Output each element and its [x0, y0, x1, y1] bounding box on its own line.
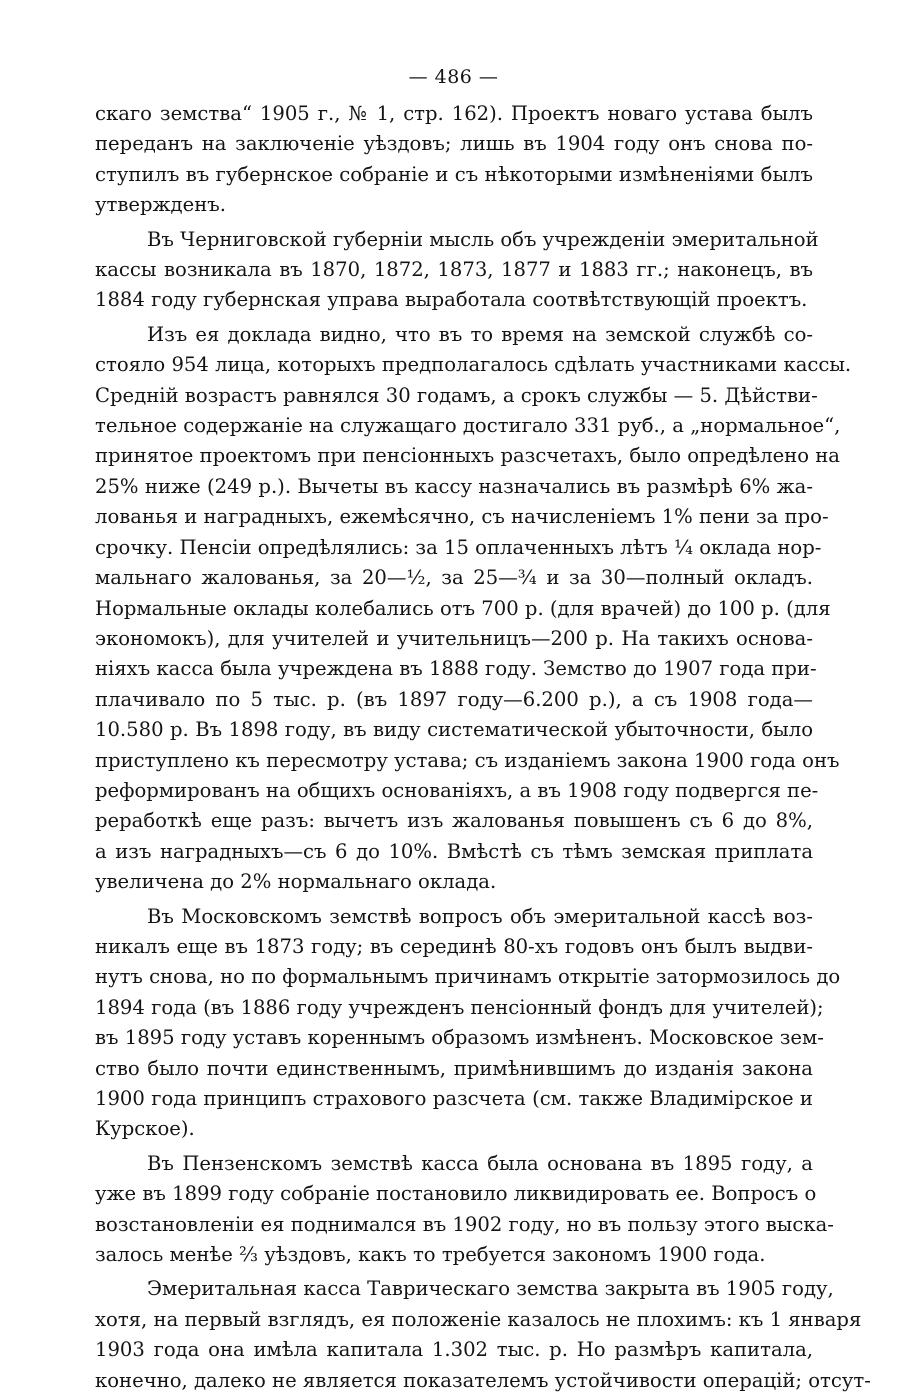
paragraph-2 — [95, 225, 819, 316]
text-line: въ 1895 году уставъ кореннымъ образомъ измѣненъ. Московское зем- — [95, 1026, 824, 1050]
text-line: 1903 года она имѣла капитала 1.302 тыс. р. Но размѣръ капитала, — [95, 1338, 813, 1362]
text-line: залось менѣе ⅔ уѣздовъ, какъ то требуется закономъ 1900 года. — [95, 1243, 766, 1267]
text-line: Эмеритальная касса Таврическаго земства закрыта въ 1905 году, — [147, 1277, 834, 1301]
text-line: никалъ еще въ 1873 году; въ серединѣ 80-хъ годовъ онъ былъ выдви- — [95, 934, 813, 958]
text-line: Среднiй возрастъ равнялся 30 годамъ, а срокъ службы — 5. Дѣйстви- — [95, 383, 818, 407]
text-line: 10.580 р. Въ 1898 году, въ виду систематической убыточности, было — [95, 718, 813, 742]
text-line: возстановленiи ея поднимался въ 1902 году, но въ пользу этого выска- — [95, 1212, 834, 1236]
text-line: нутъ снова, но по формальнымъ причинамъ открытiе затормозилось до — [95, 965, 841, 989]
text-line: лованья и наградныхъ, ежемѣсячно, съ начисленiемъ 1% пени за про- — [95, 505, 829, 529]
paragraph-3 — [95, 320, 852, 898]
text-line: приступлено къ пересмотру устава; съ изданiемъ закона 1900 года онъ — [95, 748, 840, 772]
text-line: а изъ наградныхъ—съ 6 до 10%. Вмѣстѣ съ тѣмъ земская приплата — [95, 839, 813, 863]
text-line: 1884 году губернская управа выработала соотвѣтствующiй проектъ. — [95, 288, 808, 312]
text-line: кассы возникала въ 1870, 1872, 1873, 1877 и 1883 гг.; наконецъ, въ — [95, 258, 813, 282]
text-line: Въ Черниговской губернiи мысль объ учрежденiи эмеритальной — [147, 227, 819, 251]
text-line: тельное содержанiе на служащаго достигало 331 руб., а „нормальное“, — [95, 414, 841, 438]
text-line: Нормальные оклады колебались отъ 700 р. (для врачей) до 100 р. (для — [95, 596, 831, 620]
text-line: экономокъ), для учителей и учительницъ—200 р. На такихъ основа- — [95, 626, 813, 650]
text-line: Изъ ея доклада видно, что въ то время на земской службѣ со- — [147, 322, 813, 346]
text-line: реработкѣ еще разъ: вычетъ изъ жалованья повышенъ съ 6 до 8%, — [95, 809, 813, 833]
paragraph-4 — [95, 902, 841, 1145]
text-line: срочку. Пенсiи опредѣлялись: за 15 оплаченныхъ лѣтъ ¼ оклада нор- — [95, 535, 822, 559]
text-line: хотя, на первый взглядъ, ея положенiе казалось не плохимъ: къ 1 января — [95, 1307, 862, 1331]
text-line: увеличена до 2% нормальнаго оклада. — [95, 870, 497, 894]
text-line: уже въ 1899 году собранiе постановило ликвидировать ее. Вопросъ о — [95, 1182, 817, 1206]
text-line: плачивало по 5 тыс. р. (въ 1897 году—6.200 р.), а съ 1908 года— — [95, 687, 813, 711]
text-line: скаго земства“ 1905 г., № 1, стр. 162). Проектъ новаго устава былъ — [95, 102, 813, 125]
text-line: принятое проектомъ при пенсiонныхъ разсчетахъ, было опредѣлено на — [95, 444, 840, 468]
text-line: нiяхъ касса была учреждена въ 1888 году. Земство до 1907 года при- — [95, 657, 817, 681]
text-line: 1894 года (въ 1886 году учрежденъ пенсiонный фондъ для учителей); — [95, 995, 824, 1019]
paragraph-6 — [95, 1274, 871, 1396]
text-line: Курское). — [95, 1117, 195, 1141]
text-line: утвержденъ. — [95, 193, 226, 217]
page-number: — 486 — — [408, 66, 499, 88]
paragraph-5 — [95, 1149, 834, 1271]
body-text — [95, 99, 871, 1400]
text-line: конечно, далеко не является показателемъ устойчивости операцiй; отсут- — [95, 1368, 871, 1392]
text-line: 25% ниже (249 р.). Вычеты въ кассу назначались въ размѣрѣ 6% жа- — [95, 474, 813, 498]
text-line: ступилъ въ губернское собранiе и съ нѣкоторыми измѣненiями былъ — [95, 162, 813, 186]
text-line: мальнаго жалованья, за 20—½, за 25—¾ и за 30—полный окладъ. — [95, 566, 813, 590]
text-line: реформированъ на общихъ основанiяхъ, а въ 1908 году подвергся пе- — [95, 778, 819, 802]
text-line: 1900 года принципъ страхового разсчета (см. также Владимiрское и — [95, 1087, 813, 1110]
text-line: стояло 954 лица, которыхъ предполагалось сдѣлать участниками кассы. — [95, 353, 852, 377]
text-line: Въ Пензенскомъ земствѣ касса была основана въ 1895 году, а — [147, 1151, 813, 1175]
text-line: Въ Московскомъ земствѣ вопросъ объ эмеритальной кассѣ воз- — [147, 904, 813, 928]
text-line: ство было почти единственнымъ, примѣнившимъ до изданiя закона — [95, 1056, 813, 1080]
paragraph-1 — [95, 99, 813, 221]
text-line: переданъ на заключенiе уѣздовъ; лишь въ 1904 году онъ снова по- — [95, 132, 813, 156]
